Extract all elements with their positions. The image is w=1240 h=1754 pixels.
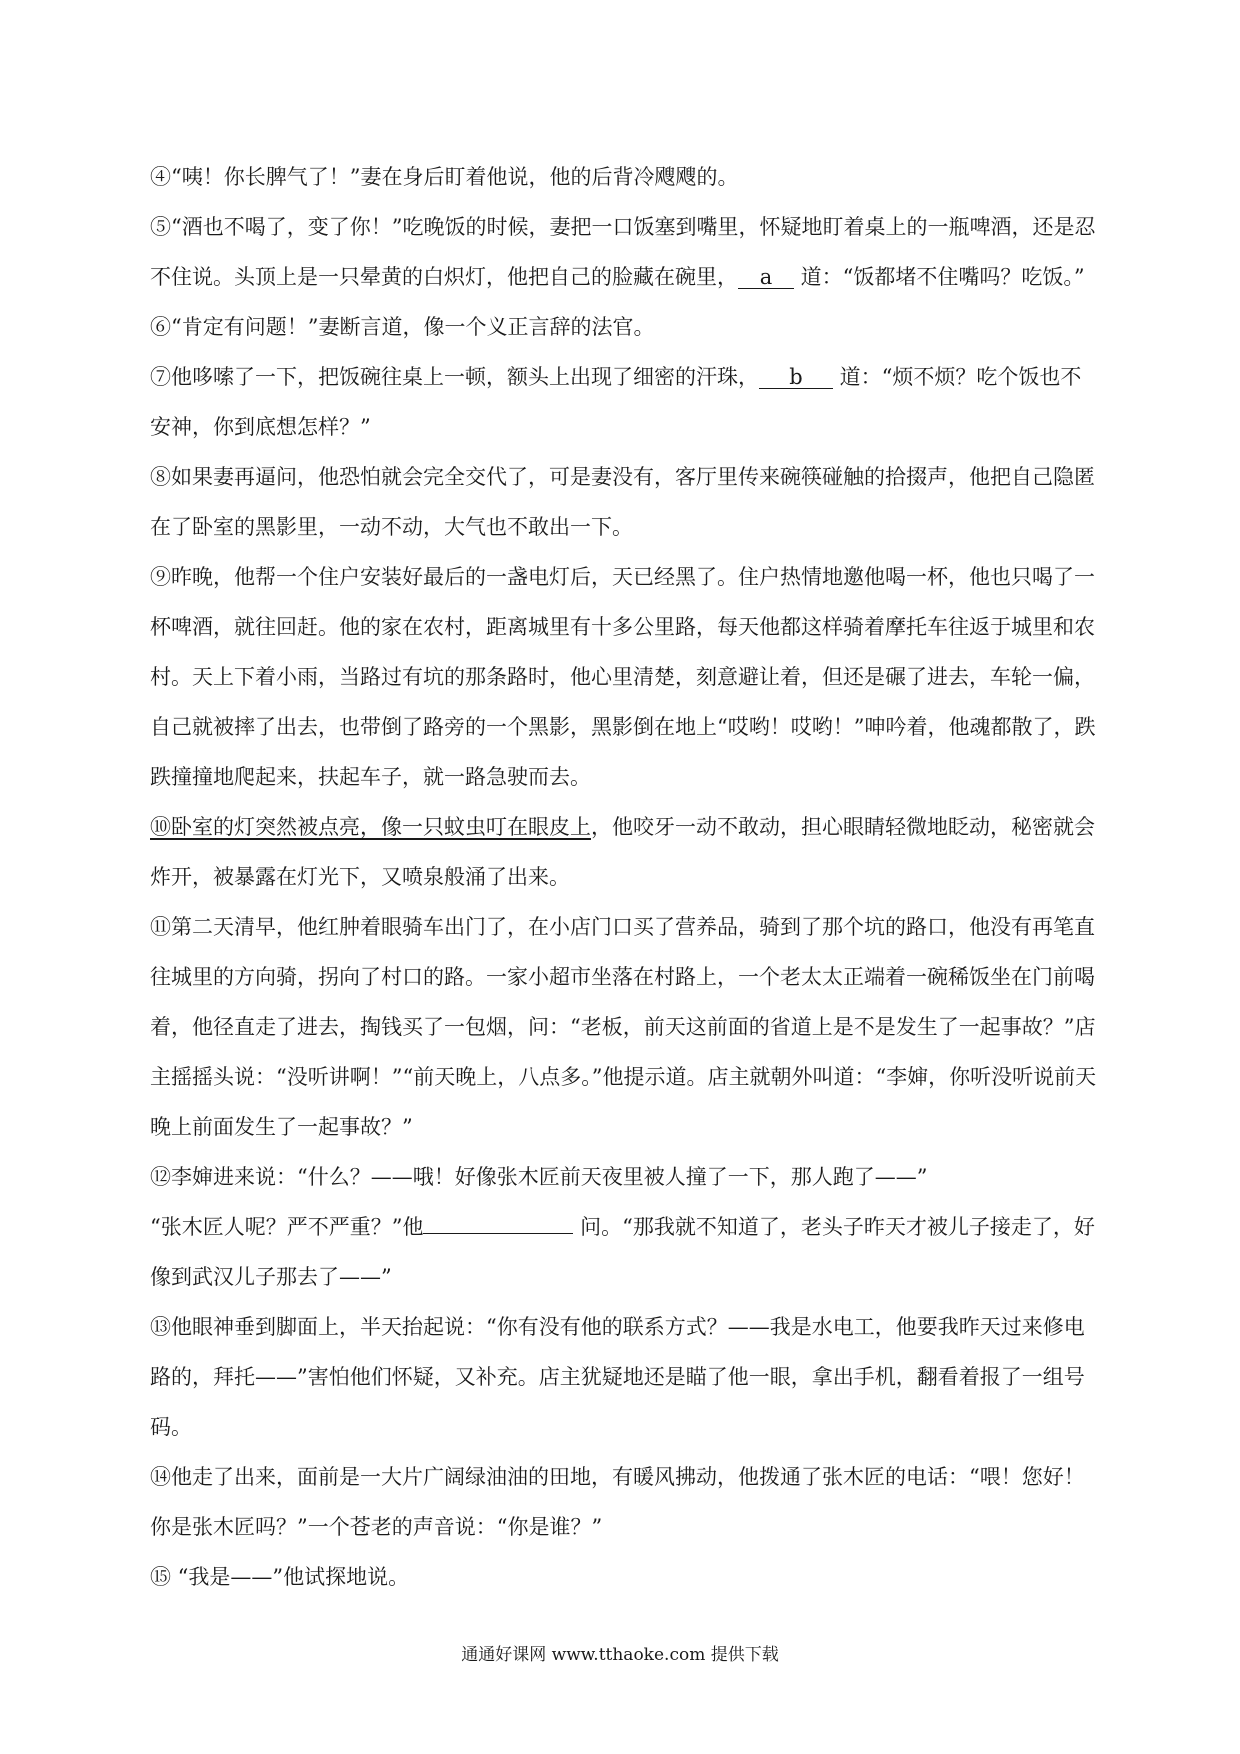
paragraph-7 <box>150 352 1100 452</box>
story-text <box>150 152 1100 1602</box>
blank-b: b <box>759 366 833 389</box>
paragraph-13 <box>150 1302 1100 1452</box>
paragraph-9 <box>150 552 1100 802</box>
paragraph-4 <box>150 152 1100 202</box>
paragraph-5-text-a: ⑤“酒也不喝了，变了你！”吃晚饭的时候，妻把一口饭塞到嘴里，怀疑地盯着桌上的一瓶啤酒，还是忍不住说。头顶上是一只晕黄的白炽灯，他把自己的脸藏在碗里， <box>150 215 1096 289</box>
paragraph-9-text: ⑨昨晚，他帮一个住户安装好最后的一盏电灯后，天已经黑了。住户热情地邀他喝一杯，他也只喝了一杯啤酒，就往回赶。他的家在农村，距离城里有十多公里路，每天他都这样骑着摩托车往返于城里和农村。天上下着小雨，当路过有坑的那条路时，他心里清楚，刻意避让着，但还是碾了进去，车轮一偏，自己就被摔了出去，也带倒了路旁的一个黑影，黑影倒在地上“哎哟！哎哟！”呻吟着，他魂都散了，跌跌撞撞地爬起来，扶起车子，就一路急驶而去。 <box>150 565 1096 789</box>
paragraph-14 <box>150 1452 1100 1552</box>
paragraph-13-text: ⑬他眼神垂到脚面上，半天抬起说：“你有没有他的联系方式？——我是水电工，他要我昨天过来修电路的，拜托——”害怕他们怀疑，又补充。店主犹疑地还是瞄了他一眼，拿出手机，翻看着报了一组号码。 <box>150 1315 1085 1439</box>
page-footer: 通通好课网 www.tthaoke.com 提供下载 <box>461 1645 779 1665</box>
paragraph-7-text-a: ⑦他哆嗦了一下，把饭碗往桌上一顿，额头上出现了细密的汗珠， <box>150 365 759 389</box>
underlined-sentence: ⑩卧室的灯突然被点亮，像一只蚊虫叮在眼皮上 <box>150 815 591 839</box>
paragraph-6-text: ⑥“肯定有问题！”妻断言道，像一个义正言辞的法官。 <box>150 315 655 339</box>
paragraph-11 <box>150 902 1100 1152</box>
paragraph-6 <box>150 302 1100 352</box>
paragraph-5 <box>150 202 1100 302</box>
blank-c <box>423 1233 573 1234</box>
paragraph-14-text: ⑭他走了出来，面前是一大片广阔绿油油的田地，有暖风拂动，他拨通了张木匠的电话：“喂！您好！你是张木匠吗？”一个苍老的声音说：“你是谁？” <box>150 1465 1085 1539</box>
blank-a: a <box>738 266 794 289</box>
paragraph-4-text: ④“咦！你长脾气了！”妻在身后盯着他说，他的后背冷飕飕的。 <box>150 165 739 189</box>
paragraph-8-text: ⑧如果妻再逼问，他恐怕就会完全交代了，可是妻没有，客厅里传来碗筷碰触的拾掇声，他把自己隐匿在了卧室的黑影里，一动不动，大气也不敢出一下。 <box>150 465 1095 539</box>
paragraph-10-text: ，他咬牙一动不敢动，担心眼睛轻微地眨动，秘密就会炸开，被暴露在灯光下，又喷泉般涌了出来。 <box>150 815 1095 889</box>
paragraph-12-text-a: “张木匠人呢？严不严重？”他 <box>150 1215 424 1239</box>
paragraph-15-text: ⑮ “我是——”他试探地说。 <box>150 1565 410 1589</box>
paragraph-8 <box>150 452 1100 552</box>
paragraph-12-line-1: ⑫李婶进来说：“什么？——哦！好像张木匠前天夜里被人撞了一下，那人跑了——” <box>150 1165 928 1189</box>
paragraph-12 <box>150 1152 1100 1302</box>
paragraph-10 <box>150 802 1100 902</box>
paragraph-15 <box>150 1552 1100 1602</box>
paragraph-11-text: ⑪第二天清早，他红肿着眼骑车出门了，在小店门口买了营养品，骑到了那个坑的路口，他没有再笔直往城里的方向骑，拐向了村口的路。一家小超市坐落在村路上，一个老太太正端着一碗稀饭坐在门前喝着，他径直走了进去，掏钱买了一包烟，问：“老板，前天这前面的省道上是不是发生了一起事故？”店主摇摇头说：“没听讲啊！”“前天晚上，八点多。”他提示道。店主就朝外叫道：“李婶，你听没听说前天晚上前面发生了一起事故？” <box>150 915 1097 1139</box>
paragraph-5-text-b: 道：“饭都堵不住嘴吗？吃饭。” <box>794 265 1085 289</box>
paragraph-7-text-b: 道：“烦不烦？吃个饭也不安神，你到底想怎样？” <box>150 365 1082 439</box>
paragraph-12-text-b: 问。“那我就不知道了，老头子昨天才被儿子接走了，好像到武汉儿子那去了——” <box>150 1215 1095 1289</box>
